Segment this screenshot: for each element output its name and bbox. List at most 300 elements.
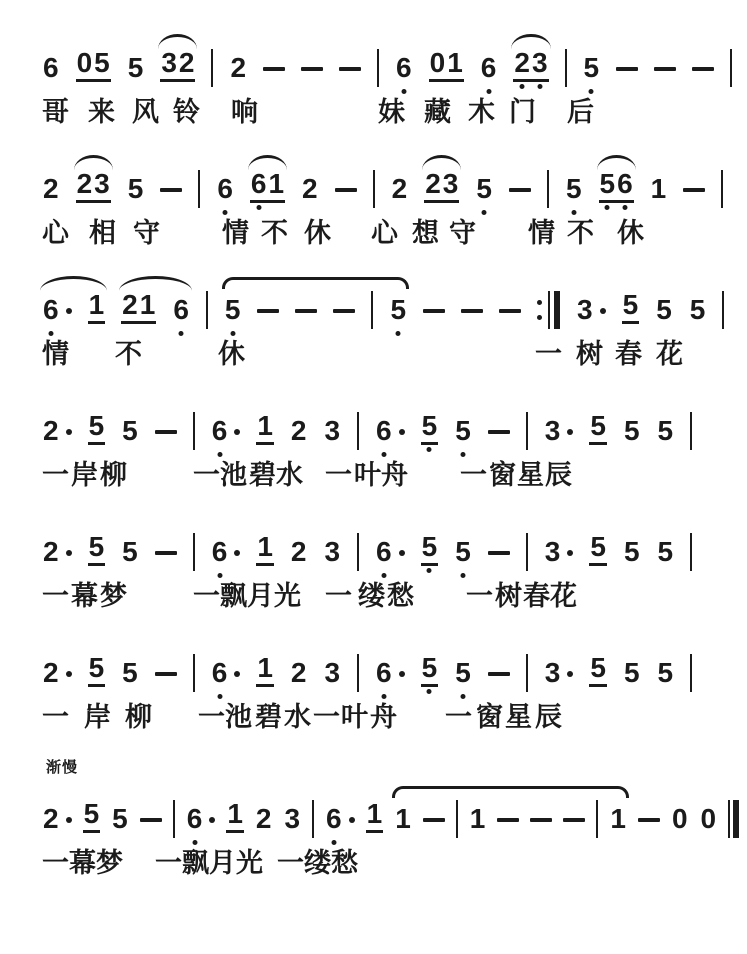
note-digit: 5 bbox=[657, 657, 674, 688]
note-digits bbox=[88, 291, 106, 324]
lyric-char: 叶 bbox=[354, 460, 381, 490]
lyric-char: 一 bbox=[277, 848, 304, 878]
duration-dash bbox=[461, 309, 483, 313]
note-token bbox=[121, 417, 139, 445]
note-digit: 5 bbox=[583, 52, 600, 83]
note-token bbox=[375, 417, 405, 445]
note-digit: 5 bbox=[88, 410, 105, 441]
augmentation-dot bbox=[234, 671, 240, 677]
note-digits bbox=[160, 49, 195, 82]
note-digit: 6 bbox=[326, 803, 342, 834]
lyrics-line bbox=[42, 220, 729, 247]
note-digits bbox=[700, 805, 718, 833]
note-token bbox=[454, 417, 472, 445]
note-digits bbox=[172, 296, 190, 324]
note-token bbox=[323, 417, 341, 445]
barline bbox=[456, 800, 458, 838]
barline bbox=[371, 291, 373, 329]
note-digit: 5 bbox=[590, 410, 606, 441]
note-digits bbox=[127, 175, 145, 203]
lyric-char: 岸 bbox=[84, 702, 111, 732]
note-digit: 1 bbox=[257, 410, 273, 441]
augmentation-dot bbox=[567, 429, 573, 435]
lyric-char: 一 bbox=[155, 848, 182, 878]
note-digits bbox=[454, 659, 472, 687]
note-digits bbox=[480, 54, 498, 82]
note-digits bbox=[395, 54, 413, 82]
note-digit: 5 bbox=[455, 415, 471, 446]
lyric-char: 一 bbox=[42, 460, 69, 490]
barline bbox=[198, 170, 200, 208]
note-digit: 1 bbox=[257, 531, 273, 562]
note-digit: 2 bbox=[178, 47, 195, 78]
note-token bbox=[565, 175, 583, 203]
note-token bbox=[583, 54, 601, 82]
lyric-char: 幕 bbox=[71, 581, 98, 611]
note-token bbox=[513, 49, 548, 82]
lyric-char: 月 bbox=[209, 848, 236, 878]
duration-dash bbox=[530, 818, 552, 822]
augmentation-dot bbox=[600, 308, 606, 314]
note-digits bbox=[283, 805, 301, 833]
note-digits bbox=[454, 417, 472, 445]
lyric-char: 妹 bbox=[378, 97, 405, 127]
duration-dash bbox=[509, 188, 531, 192]
notation-line bbox=[42, 30, 729, 82]
note-token bbox=[290, 538, 308, 566]
barline-stroke bbox=[733, 800, 739, 838]
note-digits bbox=[513, 49, 548, 82]
note-digit: 0 bbox=[76, 47, 93, 78]
note-digit: 2 bbox=[255, 803, 272, 834]
lyric-char: 春 bbox=[523, 581, 550, 611]
lyric-char: 情 bbox=[42, 339, 69, 369]
final-barline bbox=[728, 800, 739, 838]
note-token bbox=[589, 654, 607, 687]
note-token bbox=[121, 659, 139, 687]
note-digits bbox=[121, 291, 156, 324]
lyric-char: 春 bbox=[615, 339, 642, 369]
note-token bbox=[454, 659, 472, 687]
system-3 bbox=[42, 272, 729, 368]
note-token bbox=[127, 54, 145, 82]
lyric-char: 一 bbox=[445, 702, 472, 732]
note-digit: 5 bbox=[421, 531, 438, 562]
note-token bbox=[172, 296, 190, 324]
note-token bbox=[42, 538, 72, 566]
note-digit: 5 bbox=[455, 536, 471, 567]
note-digit: 2 bbox=[514, 47, 530, 78]
lyric-char: 一 bbox=[193, 581, 220, 611]
barline bbox=[357, 412, 359, 450]
note-token bbox=[623, 659, 641, 687]
note-token bbox=[622, 291, 640, 324]
duration-dash bbox=[616, 67, 638, 71]
note-digits bbox=[42, 538, 60, 566]
note-digit: 3 bbox=[324, 415, 341, 446]
lyric-char: 舟 bbox=[370, 702, 397, 732]
note-token bbox=[211, 417, 241, 445]
repeat-end-barline bbox=[537, 291, 560, 329]
notation-line bbox=[42, 635, 729, 687]
note-digits bbox=[121, 659, 139, 687]
lyric-char: 不 bbox=[567, 218, 594, 248]
barline-stroke bbox=[554, 291, 560, 329]
lyric-char: 愁 bbox=[387, 581, 414, 611]
note-token bbox=[375, 538, 405, 566]
notation-line bbox=[42, 781, 729, 833]
notation-line bbox=[42, 151, 729, 203]
note-token bbox=[88, 291, 106, 324]
note-digit: 3 bbox=[577, 294, 593, 325]
note-digits bbox=[689, 296, 707, 324]
note-token bbox=[127, 175, 145, 203]
note-digits bbox=[42, 175, 60, 203]
lyric-char: 响 bbox=[231, 97, 258, 127]
note-digits bbox=[589, 533, 607, 566]
note-token bbox=[429, 49, 464, 82]
note-digits bbox=[391, 175, 409, 203]
note-digit: 2 bbox=[425, 168, 441, 199]
barline bbox=[193, 654, 195, 692]
note-digit: 6 bbox=[217, 173, 233, 204]
note-digits bbox=[657, 417, 675, 445]
system-5 bbox=[42, 514, 729, 610]
note-digit: 5 bbox=[112, 803, 128, 834]
note-digit: 3 bbox=[324, 657, 341, 688]
barline bbox=[690, 654, 692, 692]
note-token bbox=[42, 417, 72, 445]
lyric-char: 一 bbox=[42, 581, 69, 611]
note-digit: 1 bbox=[610, 803, 626, 834]
note-digits bbox=[76, 49, 111, 82]
note-digit: 2 bbox=[43, 415, 59, 446]
note-digits bbox=[475, 175, 493, 203]
duration-dash bbox=[155, 430, 177, 434]
note-token bbox=[229, 54, 247, 82]
lyric-char: 一 bbox=[193, 460, 220, 490]
lyric-char: 缕 bbox=[304, 848, 331, 878]
note-token bbox=[650, 175, 668, 203]
lyric-char: 梦 bbox=[96, 848, 123, 878]
note-digits bbox=[256, 412, 274, 445]
barline bbox=[565, 49, 567, 87]
note-token bbox=[211, 659, 241, 687]
duration-dash bbox=[295, 309, 317, 313]
note-digits bbox=[421, 412, 439, 445]
note-digits bbox=[211, 659, 229, 687]
lyric-char: 光 bbox=[274, 581, 301, 611]
lyric-char: 想 bbox=[412, 218, 439, 248]
note-digits bbox=[650, 175, 668, 203]
note-token bbox=[609, 805, 627, 833]
note-token bbox=[391, 175, 409, 203]
lyric-char: 一 bbox=[42, 848, 69, 878]
lyric-char: 星 bbox=[517, 460, 544, 490]
note-token bbox=[395, 54, 413, 82]
note-digit: 1 bbox=[257, 652, 273, 683]
lyric-char: 舟 bbox=[381, 460, 408, 490]
note-token bbox=[256, 654, 274, 687]
lyric-char: 飘 bbox=[220, 581, 247, 611]
note-digit: 2 bbox=[122, 289, 138, 320]
duration-dash bbox=[488, 672, 510, 676]
augmentation-dot bbox=[234, 550, 240, 556]
lyric-char: 后 bbox=[567, 97, 594, 127]
lyric-char: 相 bbox=[89, 218, 116, 248]
note-token bbox=[83, 800, 101, 833]
note-digit: 5 bbox=[122, 657, 138, 688]
note-digits bbox=[609, 805, 627, 833]
note-digit: 6 bbox=[376, 415, 392, 446]
note-digits bbox=[576, 296, 594, 324]
note-token bbox=[88, 533, 106, 566]
note-digit: 5 bbox=[127, 173, 144, 204]
lyric-char: 水 bbox=[284, 702, 311, 732]
lyric-char: 幕 bbox=[69, 848, 96, 878]
note-digits bbox=[657, 659, 675, 687]
lyric-char: 花 bbox=[656, 339, 683, 369]
duration-dash bbox=[155, 672, 177, 676]
lyric-char: 窗 bbox=[489, 460, 516, 490]
note-token bbox=[88, 412, 106, 445]
note-digits bbox=[229, 54, 247, 82]
lyric-char: 窗 bbox=[476, 702, 503, 732]
note-digits bbox=[216, 175, 234, 203]
note-digit: 3 bbox=[284, 803, 301, 834]
note-token bbox=[421, 654, 439, 687]
note-digits bbox=[88, 412, 106, 445]
note-digits bbox=[42, 54, 60, 82]
lyric-char: 叶 bbox=[341, 702, 368, 732]
note-token bbox=[421, 533, 439, 566]
note-digit: 5 bbox=[599, 168, 616, 199]
note-digit: 5 bbox=[94, 47, 110, 78]
system-4 bbox=[42, 393, 729, 489]
note-token bbox=[475, 175, 493, 203]
note-digit: 5 bbox=[590, 652, 606, 683]
note-token bbox=[576, 296, 606, 324]
barline bbox=[377, 49, 379, 87]
note-digit: 1 bbox=[227, 798, 243, 829]
note-digit: 3 bbox=[161, 47, 177, 78]
note-digit: 5 bbox=[455, 657, 471, 688]
tempo-marking: 渐慢 bbox=[46, 759, 79, 776]
note-token bbox=[42, 175, 60, 203]
augmentation-dot bbox=[209, 817, 215, 823]
note-digits bbox=[255, 805, 273, 833]
note-digit: 2 bbox=[43, 803, 59, 834]
duration-dash bbox=[692, 67, 714, 71]
lyrics-line bbox=[42, 462, 729, 489]
note-digit: 5 bbox=[122, 415, 138, 446]
note-digits bbox=[421, 533, 439, 566]
lyric-char: 柳 bbox=[100, 460, 127, 490]
augmentation-dot bbox=[234, 429, 240, 435]
note-digit: 5 bbox=[224, 294, 241, 325]
lyric-char: 辰 bbox=[545, 460, 572, 490]
duration-dash bbox=[497, 818, 519, 822]
duration-dash bbox=[301, 67, 323, 71]
duration-dash bbox=[683, 188, 705, 192]
note-digits bbox=[111, 805, 129, 833]
barline bbox=[357, 533, 359, 571]
duration-dash bbox=[335, 188, 357, 192]
note-digits bbox=[375, 659, 393, 687]
note-digits bbox=[211, 538, 229, 566]
tie-group bbox=[224, 291, 407, 324]
note-digit: 0 bbox=[700, 803, 717, 834]
note-digits bbox=[429, 49, 464, 82]
augmentation-dot bbox=[66, 671, 72, 677]
lyric-char: 木 bbox=[468, 97, 495, 127]
lyric-char: 柳 bbox=[125, 702, 152, 732]
barline bbox=[547, 170, 549, 208]
note-digits bbox=[424, 170, 459, 203]
note-digits bbox=[589, 412, 607, 445]
note-token bbox=[655, 296, 673, 324]
lyric-char: 光 bbox=[236, 848, 263, 878]
score bbox=[42, 30, 729, 877]
barline bbox=[526, 533, 528, 571]
note-digit: 5 bbox=[122, 536, 138, 567]
note-digits bbox=[224, 296, 242, 324]
note-digit: 2 bbox=[43, 173, 59, 204]
note-token bbox=[599, 170, 634, 203]
note-digits bbox=[256, 533, 274, 566]
lyric-char: 一 bbox=[325, 460, 352, 490]
note-digit: 6 bbox=[211, 657, 228, 688]
note-digit: 1 bbox=[650, 173, 667, 204]
note-digit: 1 bbox=[366, 798, 383, 829]
note-digit: 6 bbox=[43, 294, 59, 325]
note-token bbox=[469, 805, 487, 833]
note-digit: 0 bbox=[429, 47, 446, 78]
lyric-char: 休 bbox=[218, 339, 245, 369]
barline bbox=[596, 800, 598, 838]
lyrics-line bbox=[42, 850, 729, 877]
note-digit: 5 bbox=[565, 173, 582, 204]
lyric-char: 守 bbox=[133, 218, 160, 248]
lyric-char: 休 bbox=[617, 218, 644, 248]
note-digits bbox=[544, 417, 562, 445]
repeat-dots bbox=[537, 300, 542, 320]
note-digit: 3 bbox=[94, 168, 110, 199]
note-digits bbox=[42, 296, 60, 324]
lyric-char: 碧 bbox=[249, 460, 276, 490]
repeat-dot bbox=[537, 300, 542, 305]
barline bbox=[357, 654, 359, 692]
note-digits bbox=[366, 800, 384, 833]
note-token bbox=[250, 170, 285, 203]
note-token bbox=[480, 54, 498, 82]
barline bbox=[722, 291, 724, 329]
lyric-char: 星 bbox=[505, 702, 532, 732]
augmentation-dot bbox=[349, 817, 355, 823]
note-token bbox=[226, 800, 244, 833]
note-digit: 1 bbox=[469, 803, 486, 834]
tie-group bbox=[121, 291, 190, 324]
lyric-char: 一 bbox=[466, 581, 493, 611]
note-digit: 2 bbox=[391, 173, 408, 204]
system-7 bbox=[42, 756, 729, 877]
note-token bbox=[375, 659, 405, 687]
note-digits bbox=[394, 805, 412, 833]
notation-line bbox=[42, 272, 729, 324]
note-token bbox=[657, 538, 675, 566]
lyric-char: 风 bbox=[132, 97, 159, 127]
note-digits bbox=[623, 417, 641, 445]
note-digit: 5 bbox=[127, 52, 144, 83]
duration-dash bbox=[160, 188, 182, 192]
note-token bbox=[657, 659, 675, 687]
note-digit: 5 bbox=[421, 652, 438, 683]
note-digit: 5 bbox=[88, 531, 105, 562]
note-token bbox=[689, 296, 707, 324]
note-digit: 5 bbox=[88, 652, 105, 683]
note-token bbox=[42, 296, 72, 324]
lyric-char: 铃 bbox=[173, 97, 200, 127]
note-digits bbox=[250, 170, 285, 203]
note-digits bbox=[42, 805, 60, 833]
lyric-char: 辰 bbox=[535, 702, 562, 732]
note-digit: 6 bbox=[43, 52, 59, 83]
duration-dash bbox=[488, 430, 510, 434]
note-digits bbox=[599, 170, 634, 203]
augmentation-dot bbox=[66, 550, 72, 556]
note-token bbox=[323, 538, 341, 566]
note-token bbox=[454, 538, 472, 566]
note-digit: 3 bbox=[442, 168, 459, 199]
note-digit: 6 bbox=[376, 657, 392, 688]
note-digits bbox=[290, 538, 308, 566]
note-digit: 3 bbox=[544, 657, 561, 688]
lyric-char: 树 bbox=[576, 339, 603, 369]
note-digits bbox=[389, 296, 407, 324]
barline bbox=[193, 533, 195, 571]
note-digits bbox=[589, 654, 607, 687]
note-token bbox=[216, 175, 234, 203]
notation-line bbox=[42, 393, 729, 445]
lyric-char: 哥 bbox=[42, 97, 69, 127]
note-digit: 5 bbox=[623, 415, 640, 446]
note-digit: 1 bbox=[139, 289, 156, 320]
note-digit: 5 bbox=[83, 798, 100, 829]
barline bbox=[206, 291, 208, 329]
note-digits bbox=[211, 417, 229, 445]
barline bbox=[526, 412, 528, 450]
note-digit: 6 bbox=[186, 803, 203, 834]
lyrics-line bbox=[42, 99, 729, 126]
lyric-char: 情 bbox=[528, 218, 555, 248]
note-token bbox=[301, 175, 319, 203]
note-digits bbox=[42, 417, 60, 445]
note-digit: 3 bbox=[544, 536, 561, 567]
note-digit: 5 bbox=[689, 294, 706, 325]
note-token bbox=[424, 170, 459, 203]
note-digit: 2 bbox=[290, 657, 307, 688]
note-digits bbox=[323, 659, 341, 687]
note-token bbox=[111, 805, 129, 833]
lyric-char: 缕 bbox=[358, 581, 385, 611]
note-digit: 5 bbox=[657, 415, 674, 446]
tie-arc bbox=[392, 786, 629, 798]
lyric-char: 门 bbox=[509, 97, 536, 127]
lyric-char: 池 bbox=[225, 702, 252, 732]
note-digits bbox=[226, 800, 244, 833]
note-digit: 5 bbox=[590, 531, 606, 562]
note-digit: 5 bbox=[622, 289, 639, 320]
